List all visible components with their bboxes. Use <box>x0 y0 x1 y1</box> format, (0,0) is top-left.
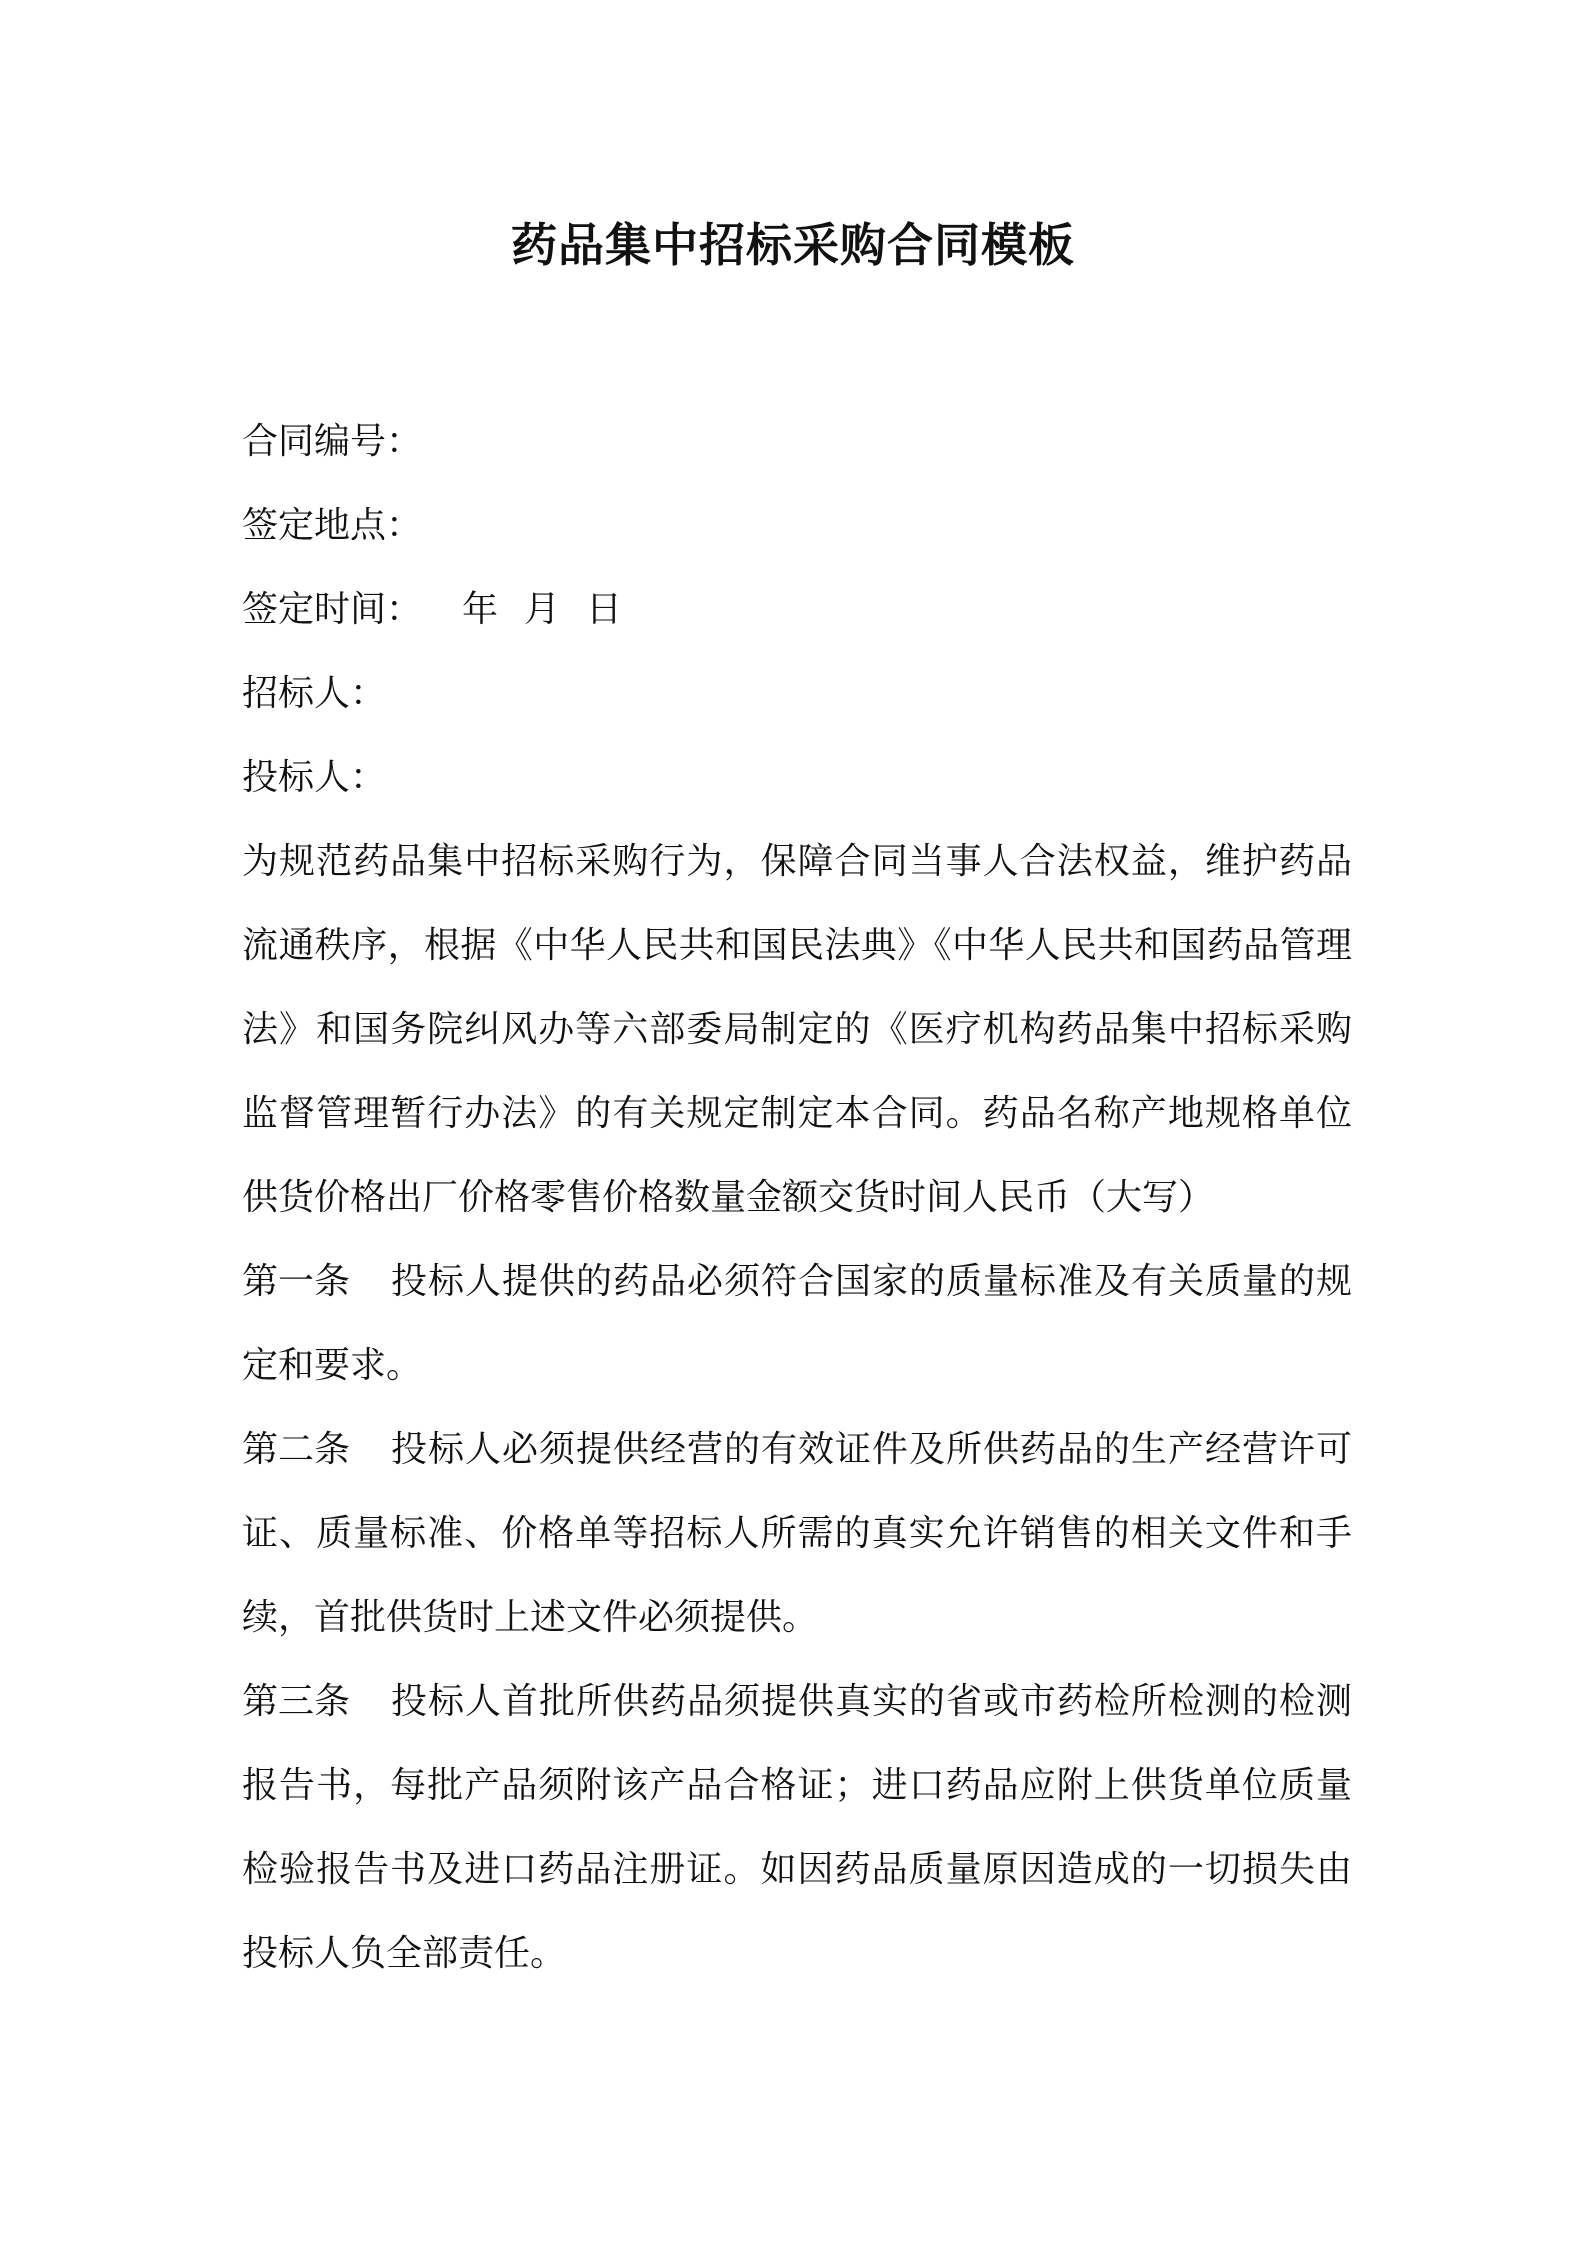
tenderer-label: 招标人： <box>242 673 387 714</box>
bidder-field <box>242 736 1352 820</box>
sign-place-field <box>242 484 1352 568</box>
document-body <box>242 400 1352 1996</box>
article-3 <box>242 1660 1352 1996</box>
sign-place-label: 签定地点： <box>242 505 423 546</box>
date-day: 日 <box>586 589 623 630</box>
sign-time-label: 签定时间： <box>242 589 423 630</box>
article-2-label: 第二条 <box>242 1429 351 1470</box>
article-1-label: 第一条 <box>242 1261 351 1302</box>
date-year: 年 <box>462 589 499 630</box>
sign-time-field <box>242 568 1352 652</box>
article-2 <box>242 1408 1352 1660</box>
article-2-text: 投标人必须提供经营的有效证件及所供药品的生产经营许可证、质量标准、价格单等招标人所需的真实允许销售的相关文件和手续，首批供货时上述文件必须提供。 <box>242 1429 1352 1638</box>
contract-number-label: 合同编号： <box>242 421 423 462</box>
article-1-text: 投标人提供的药品必须符合国家的质量标准及有关质量的规定和要求。 <box>242 1261 1352 1386</box>
tenderer-field <box>242 652 1352 736</box>
article-1 <box>242 1240 1352 1408</box>
contract-number-field <box>242 400 1352 484</box>
bidder-label: 投标人： <box>242 757 387 798</box>
article-3-label: 第三条 <box>242 1681 351 1722</box>
document-title: 药品集中招标采购合同模板 <box>511 218 1075 272</box>
sign-date <box>462 568 648 652</box>
article-3-text: 投标人首批所供药品须提供真实的省或市药检所检测的检测报告书，每批产品须附该产品合格证；进口药品应附上供货单位质量检验报告书及进口药品注册证。如因药品质量原因造成的一切损失由投标人负全部责任。 <box>242 1681 1352 1974</box>
preamble-paragraph: 为规范药品集中招标采购行为，保障合同当事人合法权益，维护药品流通秩序，根据《中华人民共和国民法典》《中华人民共和国药品管理法》和国务院纠风办等六部委局制定的《医疗机构药品集中招标采购监督管理暂行办法》的有关规定制定本合同。药品名称产地规格单位供货价格出厂价格零售价格数量金额交货时间人民币（大写） <box>242 841 1352 1218</box>
date-month: 月 <box>524 589 561 630</box>
